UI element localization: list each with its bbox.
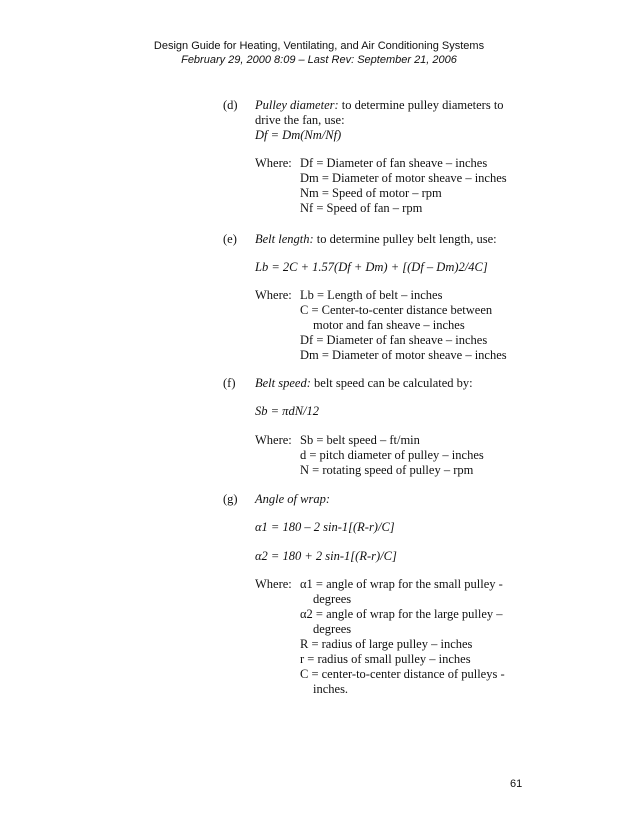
section-g-where: Where: bbox=[255, 577, 292, 591]
section-g-def: α2 = angle of wrap for the large pulley – bbox=[300, 607, 503, 621]
section-f-def: N = rotating speed of pulley – rpm bbox=[300, 463, 474, 477]
section-g-def: degrees bbox=[313, 622, 352, 636]
section-e-where: Where: bbox=[255, 288, 292, 302]
section-d-def: Dm = Diameter of motor sheave – inches bbox=[300, 171, 507, 185]
section-f-heading: Belt speed: bbox=[255, 376, 311, 390]
section-e-heading: Belt length: bbox=[255, 232, 314, 246]
section-g-def: C = center-to-center distance of pulleys - bbox=[300, 667, 505, 681]
section-f-marker: (f) bbox=[223, 376, 236, 390]
section-f-def: Sb = belt speed – ft/min bbox=[300, 433, 420, 447]
section-e-def: Lb = Length of belt – inches bbox=[300, 288, 443, 302]
section-d-def: Nm = Speed of motor – rpm bbox=[300, 186, 442, 200]
section-g-heading: Angle of wrap: bbox=[255, 492, 330, 506]
section-d-intro: to determine pulley diameters to bbox=[341, 98, 504, 112]
section-g-def: R = radius of large pulley – inches bbox=[300, 637, 473, 651]
section-d-heading: Pulley diameter: bbox=[255, 98, 339, 112]
section-e-marker: (e) bbox=[223, 232, 237, 246]
section-f-where: Where: bbox=[255, 433, 292, 447]
section-e-def: C = Center-to-center distance between bbox=[300, 303, 493, 317]
section-e-def: Dm = Diameter of motor sheave – inches bbox=[300, 348, 507, 362]
section-d-heading-line bbox=[255, 98, 504, 113]
section-f-intro: belt speed can be calculated by: bbox=[314, 376, 473, 390]
section-e-def: motor and fan sheave – inches bbox=[313, 318, 465, 332]
header-title: Design Guide for Heating, Ventilating, and Air Conditioning Systems bbox=[153, 40, 485, 52]
section-d-def: Nf = Speed of fan – rpm bbox=[300, 201, 423, 215]
section-d-formula: Df = Dm(Nm/Nf) bbox=[255, 128, 342, 142]
page-number: 61 bbox=[510, 778, 523, 790]
section-g-formula-1: α1 = 180 – 2 sin-1[(R-r)/C] bbox=[255, 520, 395, 534]
section-g-def: degrees bbox=[313, 592, 352, 606]
section-g-marker: (g) bbox=[223, 492, 238, 506]
section-e-intro: to determine pulley belt length, use: bbox=[316, 232, 497, 246]
section-d-where: Where: bbox=[255, 156, 292, 170]
section-g-def: α1 = angle of wrap for the small pulley - bbox=[300, 577, 503, 591]
header-date-line: February 29, 2000 8:09 – Last Rev: September 21, 2006 bbox=[181, 54, 457, 66]
section-f-heading-line bbox=[255, 376, 473, 391]
section-d-marker: (d) bbox=[223, 98, 238, 112]
section-e-formula: Lb = 2C + 1.57(Df + Dm) + [(Df – Dm)2/4C] bbox=[255, 260, 488, 274]
section-d-def: Df = Diameter of fan sheave – inches bbox=[300, 156, 488, 170]
section-e-def: Df = Diameter of fan sheave – inches bbox=[300, 333, 488, 347]
section-g-def: inches. bbox=[313, 682, 349, 696]
section-f-def: d = pitch diameter of pulley – inches bbox=[300, 448, 484, 462]
section-f-formula: Sb = πdN/12 bbox=[255, 404, 320, 418]
section-g-def: r = radius of small pulley – inches bbox=[300, 652, 471, 666]
section-d-intro2: drive the fan, use: bbox=[255, 113, 345, 127]
section-e-heading-line bbox=[255, 232, 497, 247]
section-g-formula-2: α2 = 180 + 2 sin-1[(R-r)/C] bbox=[255, 549, 397, 563]
